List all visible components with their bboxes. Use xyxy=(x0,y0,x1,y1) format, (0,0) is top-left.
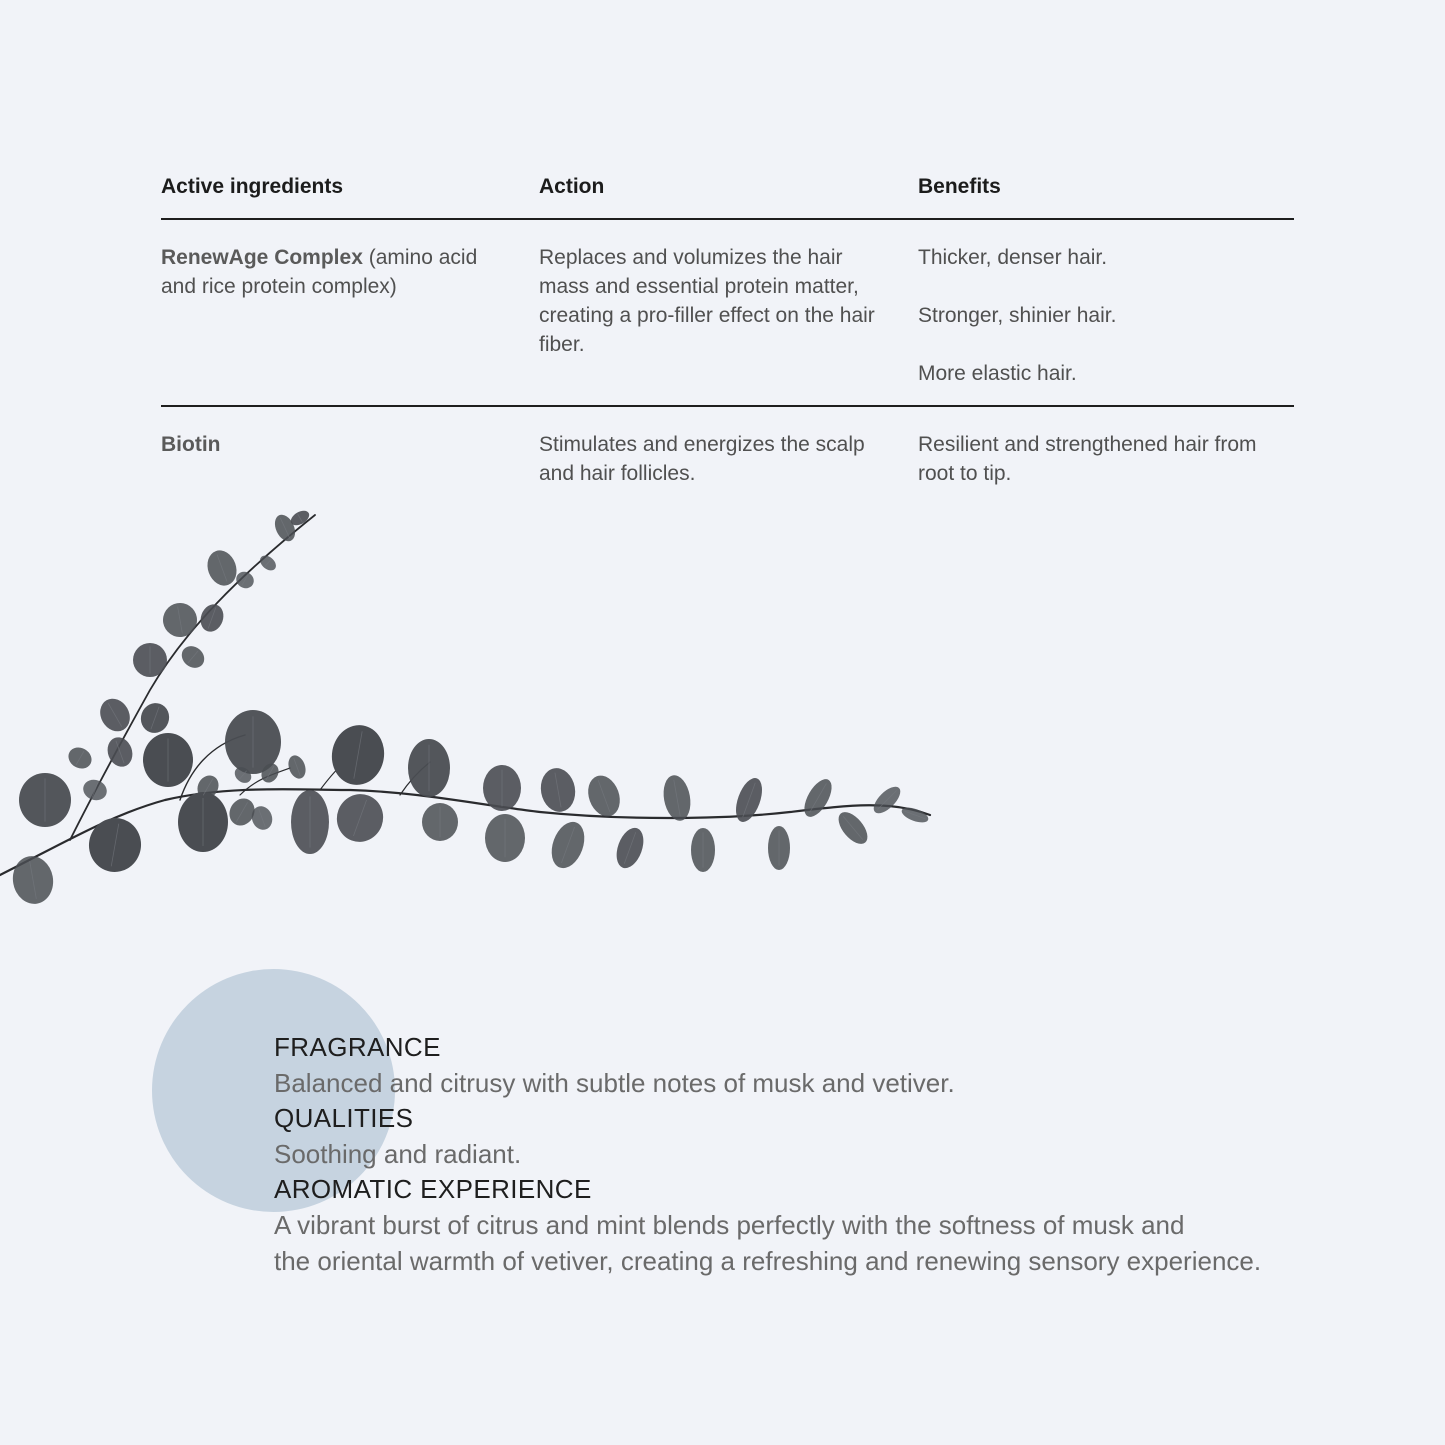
fragrance-section xyxy=(274,1030,1394,1279)
ingredient-cell xyxy=(161,243,539,405)
ingredient-name: Biotin xyxy=(161,433,221,456)
aromatic-experience-text-line-2: the oriental warmth of vetiver, creating a refreshing and renewing sensory experience. xyxy=(274,1246,1262,1276)
aromatic-experience-text-line-1: A vibrant burst of citrus and mint blends perfectly with the softness of musk and xyxy=(274,1210,1185,1240)
header-benefits: Benefits xyxy=(918,175,1001,198)
table-row xyxy=(161,220,1294,407)
header-active-ingredients: Active ingredients xyxy=(161,175,344,198)
benefits-cell xyxy=(918,430,1294,488)
ingredient-detail: (amino acid and rice protein complex) xyxy=(161,246,478,298)
aromatic-experience-title: AROMATIC EXPERIENCE xyxy=(274,1174,592,1204)
header-action: Action xyxy=(539,175,605,198)
ingredient-cell xyxy=(161,430,539,488)
benefit-item: Thicker, denser hair. xyxy=(918,246,1108,269)
action-cell: Stimulates and energizes the scalp and hair follicles. xyxy=(539,433,865,485)
ingredient-name: RenewAge Complex xyxy=(161,246,363,269)
fragrance-title: FRAGRANCE xyxy=(274,1032,441,1062)
benefit-item: More elastic hair. xyxy=(918,362,1077,385)
eucalyptus-branch-icon xyxy=(0,500,940,920)
benefit-item: Stronger, shinier hair. xyxy=(918,304,1117,327)
qualities-text: Soothing and radiant. xyxy=(274,1139,522,1169)
table-row xyxy=(161,407,1294,488)
action-cell: Replaces and volumizes the hair mass and essential protein matter, creating a pro-filler effect on the hair fiber. xyxy=(539,246,875,356)
qualities-title: QUALITIES xyxy=(274,1103,414,1133)
table-header xyxy=(161,170,1294,220)
fragrance-text: Balanced and citrusy with subtle notes of musk and vetiver. xyxy=(274,1068,955,1098)
ingredients-table xyxy=(161,170,1294,488)
benefit-item: Resilient and strengthened hair from root to tip. xyxy=(918,433,1257,485)
benefits-cell xyxy=(918,243,1294,405)
